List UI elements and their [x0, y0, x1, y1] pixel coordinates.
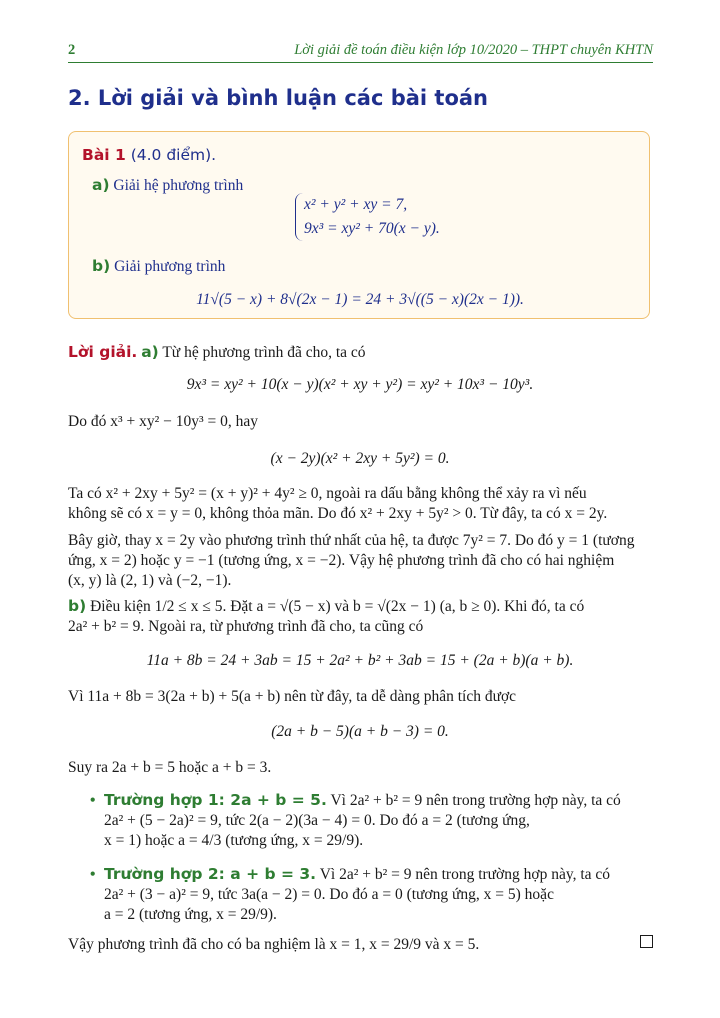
part-b-line-1: [68, 596, 584, 617]
case-2-line-1-text: Vì 2a² + b² = 9 nên trong trường hợp này, ta có: [319, 866, 611, 883]
conclusion: Vậy phương trình đã cho có ba nghiệm là x = 1, x = 29/9 và x = 5.: [68, 936, 480, 953]
case-2-line-1: [104, 864, 653, 885]
page-number: 2: [68, 42, 76, 58]
paragraph-3-line-2: không sẽ có x = y = 0, không thỏa mãn. Do đó x² + 2xy + 5y² > 0. Từ đây, ta có x = 2y.: [68, 505, 608, 522]
problem-points: (4.0 điểm).: [130, 146, 217, 164]
case-2-title: Trường hợp 2: a + b = 3.: [104, 865, 317, 883]
paragraph-4-line-3: (x, y) là (2, 1) và (−2, −1).: [68, 572, 232, 589]
part-b-line-1-text: Điều kiện 1/2 ≤ x ≤ 5. Đặt a = √(5 − x) và b = √(2x − 1) (a, b ≥ 0). Khi đó, ta có: [90, 598, 585, 615]
problem-part-a: [92, 175, 243, 196]
case-1-title: Trường hợp 1: 2a + b = 5.: [104, 791, 327, 809]
case-1-line-3: x = 1) hoặc a = 4/3 (tương ứng, x = 29/9).: [104, 832, 364, 849]
section-title: 2. Lời giải và bình luận các bài toán: [68, 86, 488, 110]
bullet-icon: •: [90, 792, 96, 809]
system-equation-2: 9x³ = xy² + 70(x − y).: [304, 220, 440, 237]
problem-part-a-text: Giải hệ phương trình: [113, 177, 244, 194]
part-b-line-3: Vì 11a + 8b = 3(2a + b) + 5(a + b) nên từ đây, ta dễ dàng phân tích được: [68, 688, 517, 705]
equation-3: 11a + 8b = 24 + 3ab = 15 + 2a² + b² + 3ab = 15 + (2a + b)(a + b).: [146, 652, 574, 669]
case-2-line-2: 2a² + (3 − a)² = 9, tức 3a(a − 2) = 0. Do đó a = 0 (tương ứng, x = 5) hoặc: [104, 886, 554, 903]
bullet-icon: •: [90, 866, 96, 883]
paragraph-3-line-1: Ta có x² + 2xy + 5y² = (x + y)² + 4y² ≥ 0, ngoài ra dấu bằng không thể xảy ra vì nếu: [68, 485, 587, 502]
qed-square-icon: [640, 935, 653, 948]
running-title: Lời giải đề toán điều kiện lớp 10/2020 – THPT chuyên KHTN: [294, 42, 653, 58]
case-2-line-3: a = 2 (tương ứng, x = 29/9).: [104, 906, 277, 923]
system-brace: [295, 193, 304, 241]
case-1-line-2: 2a² + (5 − 2a)² = 9, tức 2(a − 2)(3a − 4) = 0. Do đó a = 2 (tương ứng,: [104, 812, 530, 829]
problem-heading: [82, 145, 216, 166]
problem-label: Bài 1: [82, 146, 126, 164]
case-1-line-1-text: Vì 2a² + b² = 9 nên trong trường hợp này, ta có: [330, 792, 621, 809]
solution-line-2: Do đó x³ + xy² − 10y³ = 0, hay: [68, 413, 258, 430]
case-1-line-1: [104, 790, 653, 811]
solution-intro-text: Từ hệ phương trình đã cho, ta có: [162, 344, 366, 361]
problem-equation-b: 11√(5 − x) + 8√(2x − 1) = 24 + 3√((5 − x)(2x − 1)).: [196, 291, 524, 308]
solution-part-b-label: b): [68, 597, 87, 615]
paragraph-4-line-2: ứng, x = 2) hoặc y = −1 (tương ứng, x = −2). Vậy hệ phương trình đã cho có hai nghiệm: [68, 552, 615, 569]
problem-part-b-label: b): [92, 257, 111, 275]
equation-2: (x − 2y)(x² + 2xy + 5y²) = 0.: [270, 450, 450, 467]
problem-part-b-text: Giải phương trình: [114, 258, 226, 275]
paragraph-4-line-1: Bây giờ, thay x = 2y vào phương trình thứ nhất của hệ, ta được 7y² = 7. Do đó y = 1 (tương: [68, 532, 635, 549]
equation-4: (2a + b − 5)(a + b − 3) = 0.: [271, 723, 449, 740]
solution-label: Lời giải.: [68, 343, 138, 361]
part-b-line-2: 2a² + b² = 9. Ngoài ra, từ phương trình đã cho, ta cũng có: [68, 618, 424, 635]
equation-1: 9x³ = xy² + 10(x − y)(x² + xy + y²) = xy² + 10x³ − 10y³.: [186, 376, 534, 393]
system-equation-1: x² + y² + xy = 7,: [304, 196, 408, 213]
solution-part-a-label: a): [141, 343, 159, 361]
problem-part-b: [92, 256, 225, 277]
part-b-line-4: Suy ra 2a + b = 5 hoặc a + b = 3.: [68, 759, 272, 776]
running-header: [68, 40, 653, 63]
problem-part-a-label: a): [92, 176, 110, 194]
solution-intro: [68, 342, 366, 363]
